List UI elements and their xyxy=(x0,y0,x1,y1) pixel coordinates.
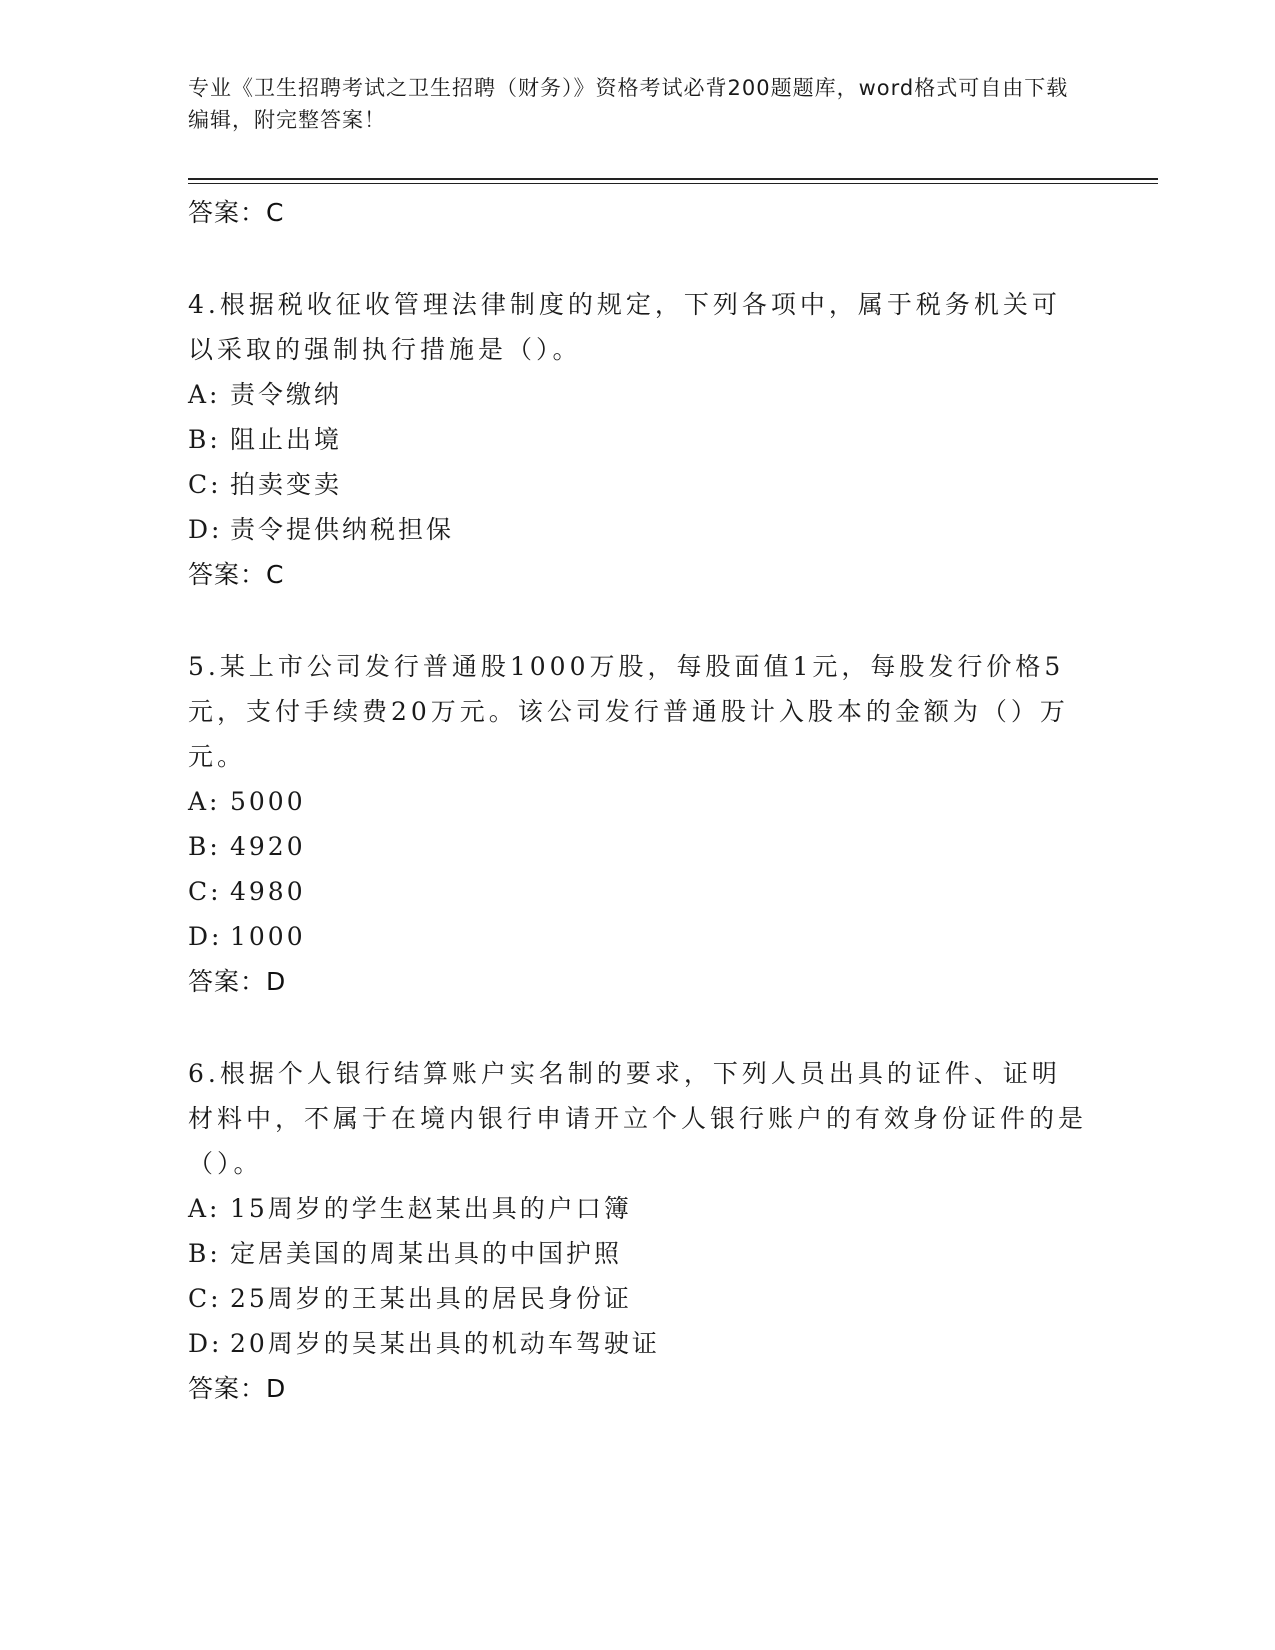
option-letter: C: xyxy=(188,1284,222,1313)
option-text: 20周岁的吴某出具的机动车驾驶证 xyxy=(230,1329,660,1358)
answer-line: 答案：C xyxy=(188,198,285,227)
question-item-5 xyxy=(188,644,1088,1005)
option-text: 4920 xyxy=(230,832,306,861)
option-letter: B: xyxy=(188,1239,221,1268)
option-c xyxy=(188,462,1088,507)
option-a xyxy=(188,779,1088,824)
option-letter: B: xyxy=(188,832,221,861)
answer-line: 答案：D xyxy=(188,1374,287,1403)
option-text: 5000 xyxy=(230,787,306,816)
question-item-6 xyxy=(188,1051,1088,1412)
option-letter: C: xyxy=(188,877,222,906)
option-d xyxy=(188,507,1088,552)
option-b xyxy=(188,1231,1088,1276)
option-text: 责令缴纳 xyxy=(230,380,343,409)
question-stem: 4.根据税收征收管理法律制度的规定，下列各项中，属于税务机关可以采取的强制执行措施是（）。 xyxy=(188,290,1061,364)
question-item-4 xyxy=(188,282,1088,598)
option-c xyxy=(188,869,1088,914)
option-b xyxy=(188,824,1088,869)
option-letter: B: xyxy=(188,425,221,454)
option-c xyxy=(188,1276,1088,1321)
header-rule-thick xyxy=(188,178,1158,180)
option-a xyxy=(188,1186,1088,1231)
option-text: 15周岁的学生赵某出具的户口簿 xyxy=(230,1194,632,1223)
option-text: 1000 xyxy=(230,922,306,951)
option-letter: D: xyxy=(188,1329,223,1358)
header-rule-thin xyxy=(188,183,1158,184)
option-letter: D: xyxy=(188,922,223,951)
answer-line: 答案：C xyxy=(188,560,285,589)
answer-line: 答案：D xyxy=(188,967,287,996)
option-text: 责令提供纳税担保 xyxy=(230,515,455,544)
option-a xyxy=(188,372,1088,417)
option-text: 25周岁的王某出具的居民身份证 xyxy=(230,1284,632,1313)
option-letter: D: xyxy=(188,515,223,544)
option-text: 拍卖变卖 xyxy=(230,470,343,499)
document-header: 专业《卫生招聘考试之卫生招聘（财务）》资格考试必背200题题库，word格式可自由下载编辑，附完整答案！ xyxy=(188,76,1069,132)
option-letter: C: xyxy=(188,470,222,499)
option-letter: A: xyxy=(188,380,221,409)
option-text: 定居美国的周某出具的中国护照 xyxy=(230,1239,623,1268)
question-list xyxy=(188,190,1088,1412)
option-letter: A: xyxy=(188,1194,221,1223)
option-d xyxy=(188,914,1088,959)
question-stem: 6.根据个人银行结算账户实名制的要求，下列人员出具的证件、证明材料中，不属于在境内银行申请开立个人银行账户的有效身份证件的是（）。 xyxy=(188,1059,1088,1178)
option-b xyxy=(188,417,1088,462)
option-text: 阻止出境 xyxy=(230,425,343,454)
option-d xyxy=(188,1321,1088,1366)
option-text: 4980 xyxy=(230,877,306,906)
option-letter: A: xyxy=(188,787,221,816)
question-stem: 5.某上市公司发行普通股1000万股，每股面值1元，每股发行价格5元，支付手续费20万元。该公司发行普通股计入股本的金额为（）万元。 xyxy=(188,652,1069,771)
